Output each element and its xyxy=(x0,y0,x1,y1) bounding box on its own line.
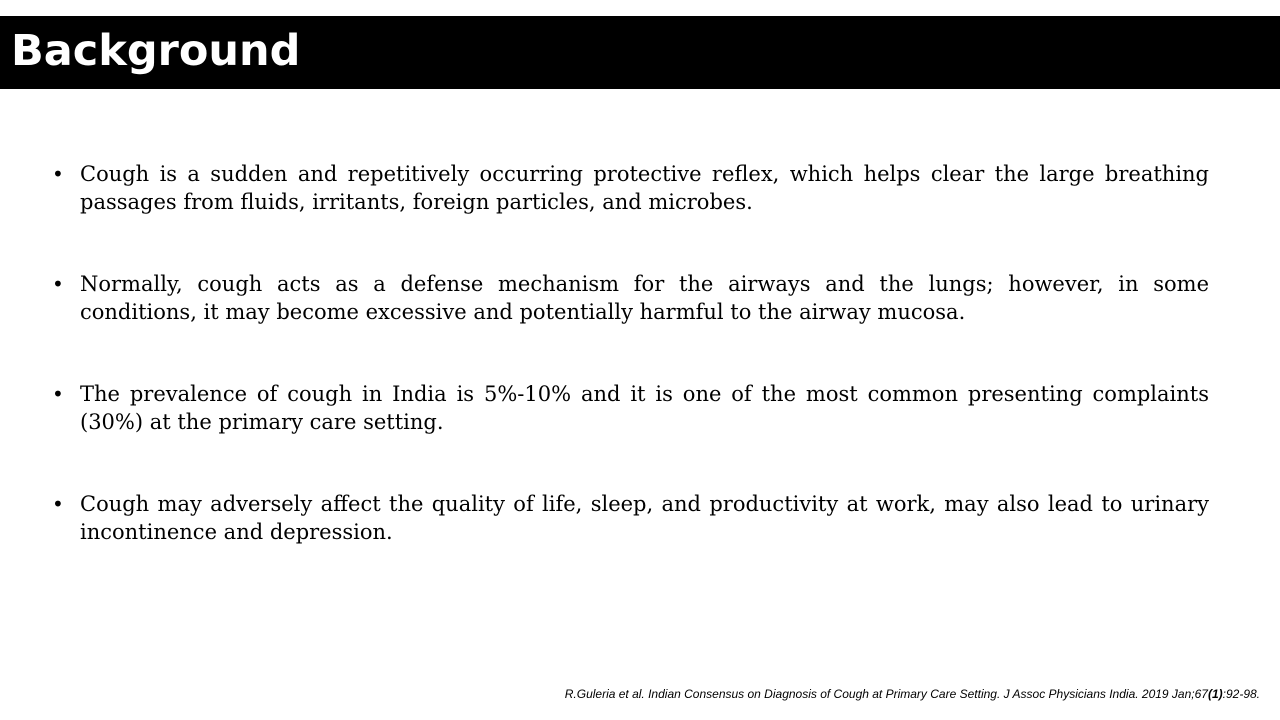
citation-suffix: :92-98. xyxy=(1222,687,1260,701)
bullet-text: Normally, cough acts as a defense mechanism for the airways and the lungs; however, in some conditions, it may become excessive and potentially harmful to the airway mucosa. xyxy=(80,272,1209,324)
bullet-list xyxy=(52,160,1209,600)
bullet-text: Cough is a sudden and repetitively occurring protective reflex, which helps clear the large breathing passages from fluids, irritants, foreign particles, and microbes. xyxy=(80,162,1209,214)
bullet-marker: • xyxy=(52,382,64,406)
bullet-text: The prevalence of cough in India is 5%-10% and it is one of the most common presenting complaints (30%) at the primary care setting. xyxy=(80,382,1209,434)
bullet-marker: • xyxy=(52,492,64,516)
bullet-item xyxy=(52,160,1209,216)
bullet-text: Cough may adversely affect the quality of life, sleep, and productivity at work, may also lead to urinary incontinence and depression. xyxy=(80,492,1209,544)
slide-title: Background xyxy=(11,26,301,76)
bullet-item xyxy=(52,380,1209,436)
citation xyxy=(565,686,1260,702)
bullet-marker: • xyxy=(52,162,64,186)
bullet-item xyxy=(52,490,1209,546)
citation-issue: (1) xyxy=(1207,687,1223,701)
bullet-marker: • xyxy=(52,272,64,296)
bullet-item xyxy=(52,270,1209,326)
title-bar xyxy=(0,16,1280,89)
citation-prefix: R.Guleria et al. Indian Consensus on Diagnosis of Cough at Primary Care Setting. J Assoc Physicians India. 2019 Jan;67 xyxy=(564,687,1208,701)
